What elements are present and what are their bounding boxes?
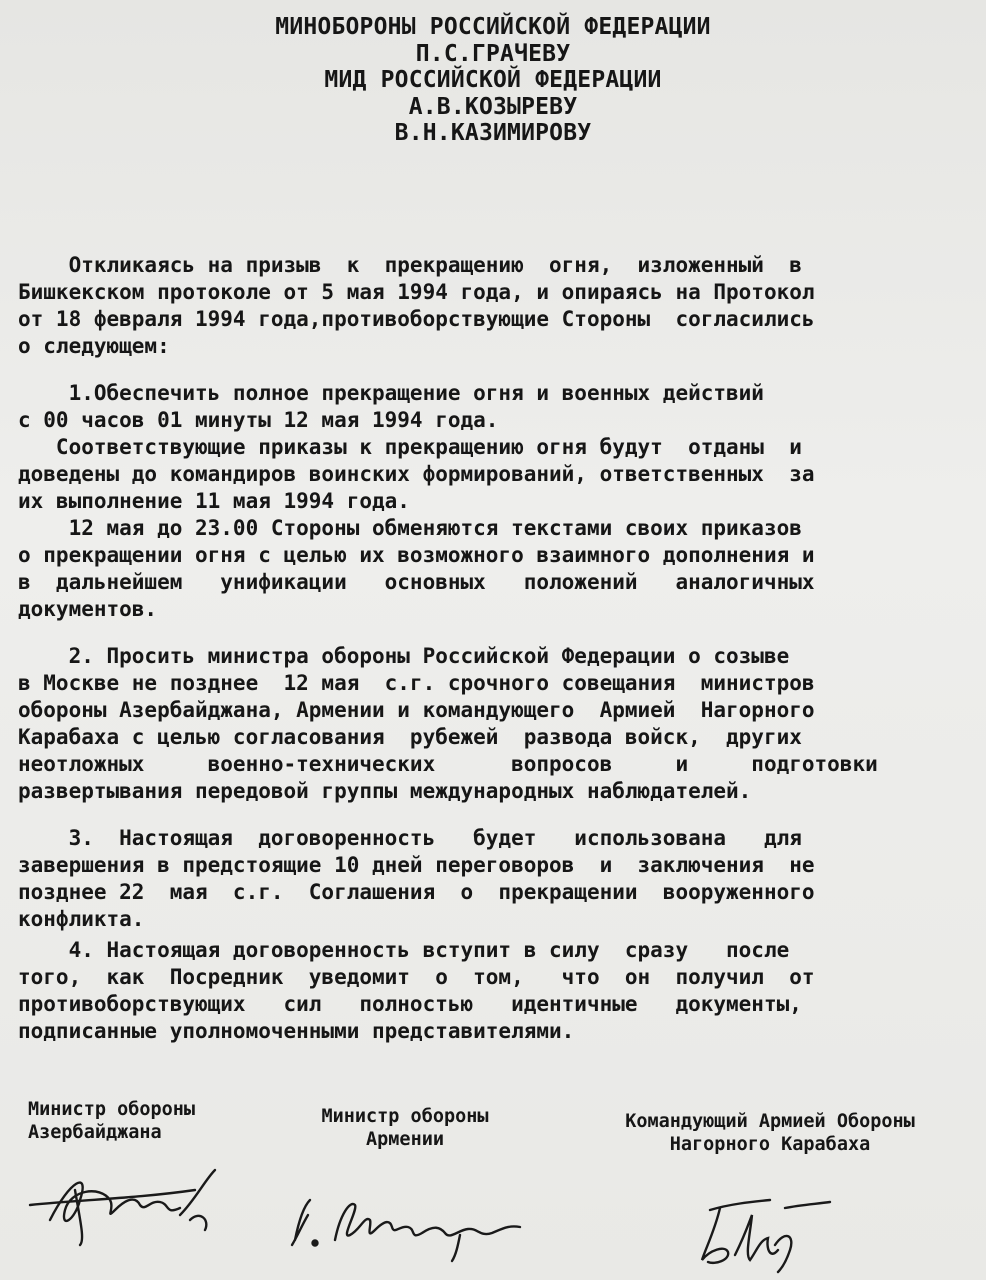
text-line: Соответствующие приказы к прекращению огня будут отданы и	[18, 435, 802, 459]
signatory-title: Министр обороны	[28, 1099, 196, 1120]
signature-block-armenia	[285, 1105, 525, 1151]
text-line: 12 мая до 23.00 Стороны обменяются текстами своих приказов	[18, 516, 802, 540]
text-line: о прекращении огня с целью их возможного взаимного дополнения и	[18, 543, 815, 567]
header-line-ministry-foreign: МИД РОССИЙСКОЙ ФЕДЕРАЦИИ	[324, 67, 662, 93]
document-body	[18, 252, 962, 1045]
text-line: Карабаха с целью согласования рубежей развода войск, других	[18, 725, 802, 749]
header-line-grachev: П.С.ГРАЧЕВУ	[415, 40, 571, 67]
text-line: в Москве не позднее 12 мая с.г. срочного совещания министров	[18, 671, 815, 695]
text-line: их выполнение 11 мая 1994 года.	[18, 489, 410, 513]
intro-paragraph	[18, 252, 962, 360]
signature-azerbaijan-minister	[20, 1160, 230, 1250]
header-line-kazimirov: В.Н.КАЗИМИРОВУ	[394, 120, 592, 146]
signatory-title: Командующий Армией Обороны	[625, 1111, 915, 1132]
signatory-country: Азербайджана	[28, 1122, 162, 1143]
text-line: подписанные уполномоченными представителями.	[18, 1019, 575, 1043]
text-line: с 00 часов 01 минуты 12 мая 1994 года.	[18, 408, 499, 432]
signatory-region: Нагорного Карабаха	[669, 1134, 871, 1155]
text-line: в дальнейшем унификации основных положений аналогичных	[18, 570, 815, 594]
text-line: завершения в предстоящие 10 дней переговоров и заключения не	[18, 853, 815, 877]
header-line-ministry-defense: МИНОБОРОНЫ РОССИЙСКОЙ ФЕДЕРАЦИИ	[275, 14, 711, 40]
text-line: Откликаясь на призыв к прекращению огня, изложенный в	[18, 253, 802, 277]
paragraph-2	[18, 643, 962, 805]
text-line: от 18 февраля 1994 года,противоборствующие Стороны согласились	[18, 307, 815, 331]
text-line: 2. Просить министра обороны Российской Федерации о созыве	[18, 644, 790, 668]
text-line: 4. Настоящая договоренность вступит в силу сразу после	[18, 938, 790, 962]
text-line: 1.Обеспечить полное прекращение огня и военных действий	[18, 381, 764, 405]
text-line: обороны Азербайджана, Армении и командующего Армией Нагорного	[18, 698, 815, 722]
text-line: доведены до командиров воинских формирований, ответственных за	[18, 462, 815, 486]
signature-armenia-minister	[280, 1185, 530, 1265]
text-line: Бишкекском протоколе от 5 мая 1994 года, и опираясь на Протокол	[18, 280, 815, 304]
text-line: позднее 22 мая с.г. Соглашения о прекращении вооруженного	[18, 880, 815, 904]
header-line-kozyrev: А.В.КОЗЫРЕВУ	[408, 93, 578, 120]
paragraph-3	[18, 825, 962, 933]
text-line: документов.	[18, 597, 158, 621]
text-line: того, как Посредник уведомит о том, что он получил от	[18, 965, 815, 989]
signatory-country: Армении	[366, 1129, 444, 1150]
signature-block-karabakh	[575, 1110, 965, 1156]
signature-karabakh-commander	[690, 1190, 840, 1275]
text-line: противоборствующих сил полностью идентичные документы,	[18, 992, 802, 1016]
text-line: развертывания передовой группы международных наблюдателей.	[18, 779, 752, 803]
text-line: неотложных военно-технических вопросов и подготовки	[18, 752, 878, 776]
text-line: о следующем:	[18, 334, 170, 358]
addressee-header	[0, 14, 986, 147]
signatory-title: Министр обороны	[321, 1106, 489, 1127]
signature-block-azerbaijan	[18, 1098, 258, 1144]
paragraph-1	[18, 380, 962, 623]
paragraph-4	[18, 937, 962, 1045]
text-line: 3. Настоящая договоренность будет использована для	[18, 826, 802, 850]
text-line: конфликта.	[18, 907, 145, 931]
